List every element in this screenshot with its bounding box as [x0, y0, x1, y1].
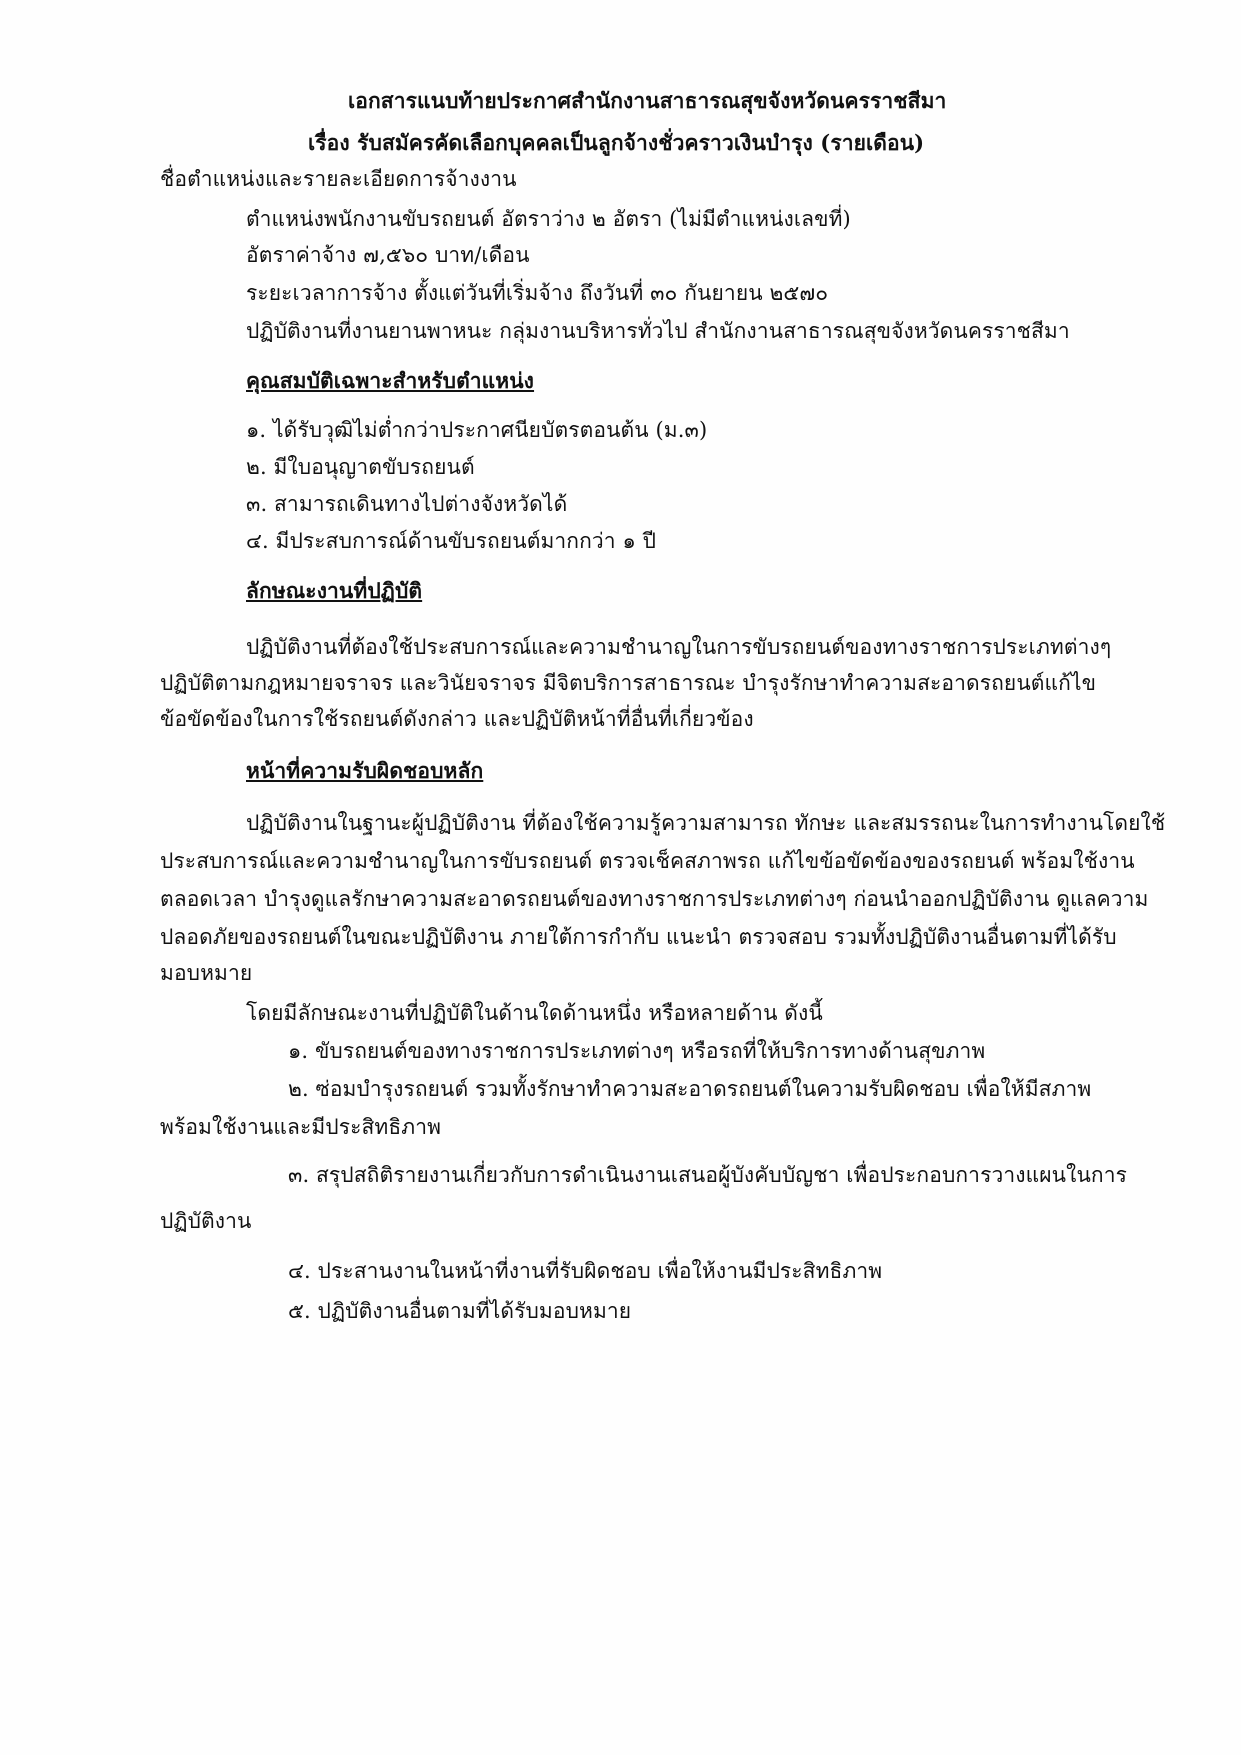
responsibility-item: ๔. ประสานงานในหน้าที่งานที่รับผิดชอบ เพื่อให้งานมีประสิทธิภาพ [288, 1259, 883, 1283]
responsibilities-line: ปลอดภัยของรถยนต์ในขณะปฏิบัติงาน ภายใต้การกำกับ แนะนำ ตรวจสอบ รวมทั้งปฏิบัติงานอื่นตามที่ได้รับ [160, 925, 1117, 949]
responsibilities-line: มอบหมาย [160, 961, 253, 985]
document-title-line-1: เอกสารแนบท้ายประกาศสำนักงานสาธารณสุขจังหวัดนครราชสีมา [348, 88, 947, 113]
responsibilities-line: ตลอดเวลา บำรุงดูแลรักษาความสะอาดรถยนต์ของทางราชการประเภทต่างๆ ก่อนนำออกปฏิบัติงาน ดูแลความ [160, 887, 1149, 911]
qualification-item: ๑. ได้รับวุฒิไม่ต่ำกว่าประกาศนียบัตรตอนต้น (ม.๓) [246, 418, 708, 442]
responsibility-item: ๕. ปฏิบัติงานอื่นตามที่ได้รับมอบหมาย [288, 1299, 632, 1323]
responsibility-item: ๓. สรุปสถิติรายงานเกี่ยวกับการดำเนินงานเสนอผู้บังคับบัญชา เพื่อประกอบการวางแผนในการ [288, 1163, 1127, 1187]
qualifications-heading: คุณสมบัติเฉพาะสำหรับตำแหน่ง [246, 368, 535, 393]
responsibility-item: ๑. ขับรถยนต์ของทางราชการประเภทต่างๆ หรือรถที่ให้บริการทางด้านสุขภาพ [288, 1039, 986, 1063]
job-nature-line: ข้อขัดข้องในการใช้รถยนต์ดังกล่าว และปฏิบัติหน้าที่อื่นที่เกี่ยวข้อง [160, 707, 754, 731]
job-nature-heading: ลักษณะงานที่ปฏิบัติ [246, 578, 423, 603]
position-salary: อัตราค่าจ้าง ๗,๕๖๐ บาท/เดือน [246, 243, 530, 267]
qualification-item: ๒. มีใบอนุญาตขับรถยนต์ [246, 455, 475, 479]
position-workplace: ปฏิบัติงานที่งานยานพาหนะ กลุ่มงานบริหารทั่วไป สำนักงานสาธารณสุขจังหวัดนครราชสีมา [246, 319, 1070, 343]
responsibilities-line: ประสบการณ์และความชำนาญในการขับรถยนต์ ตรวจเช็คสภาพรถ แก้ไขข้อขัดข้องของรถยนต์ พร้อมใช้งาน [160, 849, 1135, 873]
responsibility-item: พร้อมใช้งานและมีประสิทธิภาพ [160, 1115, 442, 1139]
job-nature-line: ปฏิบัติตามกฎหมายจราจร และวินัยจราจร มีจิตบริการสาธารณะ บำรุงรักษาทำความสะอาดรถยนต์แก้ไข [160, 671, 1097, 695]
document-title-line-2: เรื่อง รับสมัครคัดเลือกบุคคลเป็นลูกจ้างชั่วคราวเงินบำรุง (รายเดือน) [308, 130, 925, 155]
qualification-item: ๔. มีประสบการณ์ด้านขับรถยนต์มากกว่า ๑ ปี [246, 529, 657, 553]
job-nature-line: ปฏิบัติงานที่ต้องใช้ประสบการณ์และความชำนาญในการขับรถยนต์ของทางราชการประเภทต่างๆ [246, 635, 1112, 659]
position-name: ตำแหน่งพนักงานขับรถยนต์ อัตราว่าง ๒ อัตรา (ไม่มีตำแหน่งเลขที่) [246, 207, 851, 231]
position-section-label: ชื่อตำแหน่งและรายละเอียดการจ้างงาน [160, 167, 517, 191]
responsibilities-line: ปฏิบัติงานในฐานะผู้ปฏิบัติงาน ที่ต้องใช้ความรู้ความสามารถ ทักษะ และสมรรถนะในการทำงานโดยใช้ [246, 811, 1166, 835]
responsibilities-intro: โดยมีลักษณะงานที่ปฏิบัติในด้านใดด้านหนึ่ง หรือหลายด้าน ดังนี้ [246, 1001, 823, 1025]
responsibilities-heading: หน้าที่ความรับผิดชอบหลัก [246, 758, 484, 783]
responsibility-item: ๒. ซ่อมบำรุงรถยนต์ รวมทั้งรักษาทำความสะอาดรถยนต์ในความรับผิดชอบ เพื่อให้มีสภาพ [288, 1077, 1092, 1101]
position-period: ระยะเวลาการจ้าง ตั้งแต่วันที่เริ่มจ้าง ถึงวันที่ ๓๐ กันยายน ๒๕๗๐ [246, 281, 829, 305]
responsibility-item: ปฏิบัติงาน [160, 1209, 252, 1233]
qualification-item: ๓. สามารถเดินทางไปต่างจังหวัดได้ [246, 492, 568, 516]
